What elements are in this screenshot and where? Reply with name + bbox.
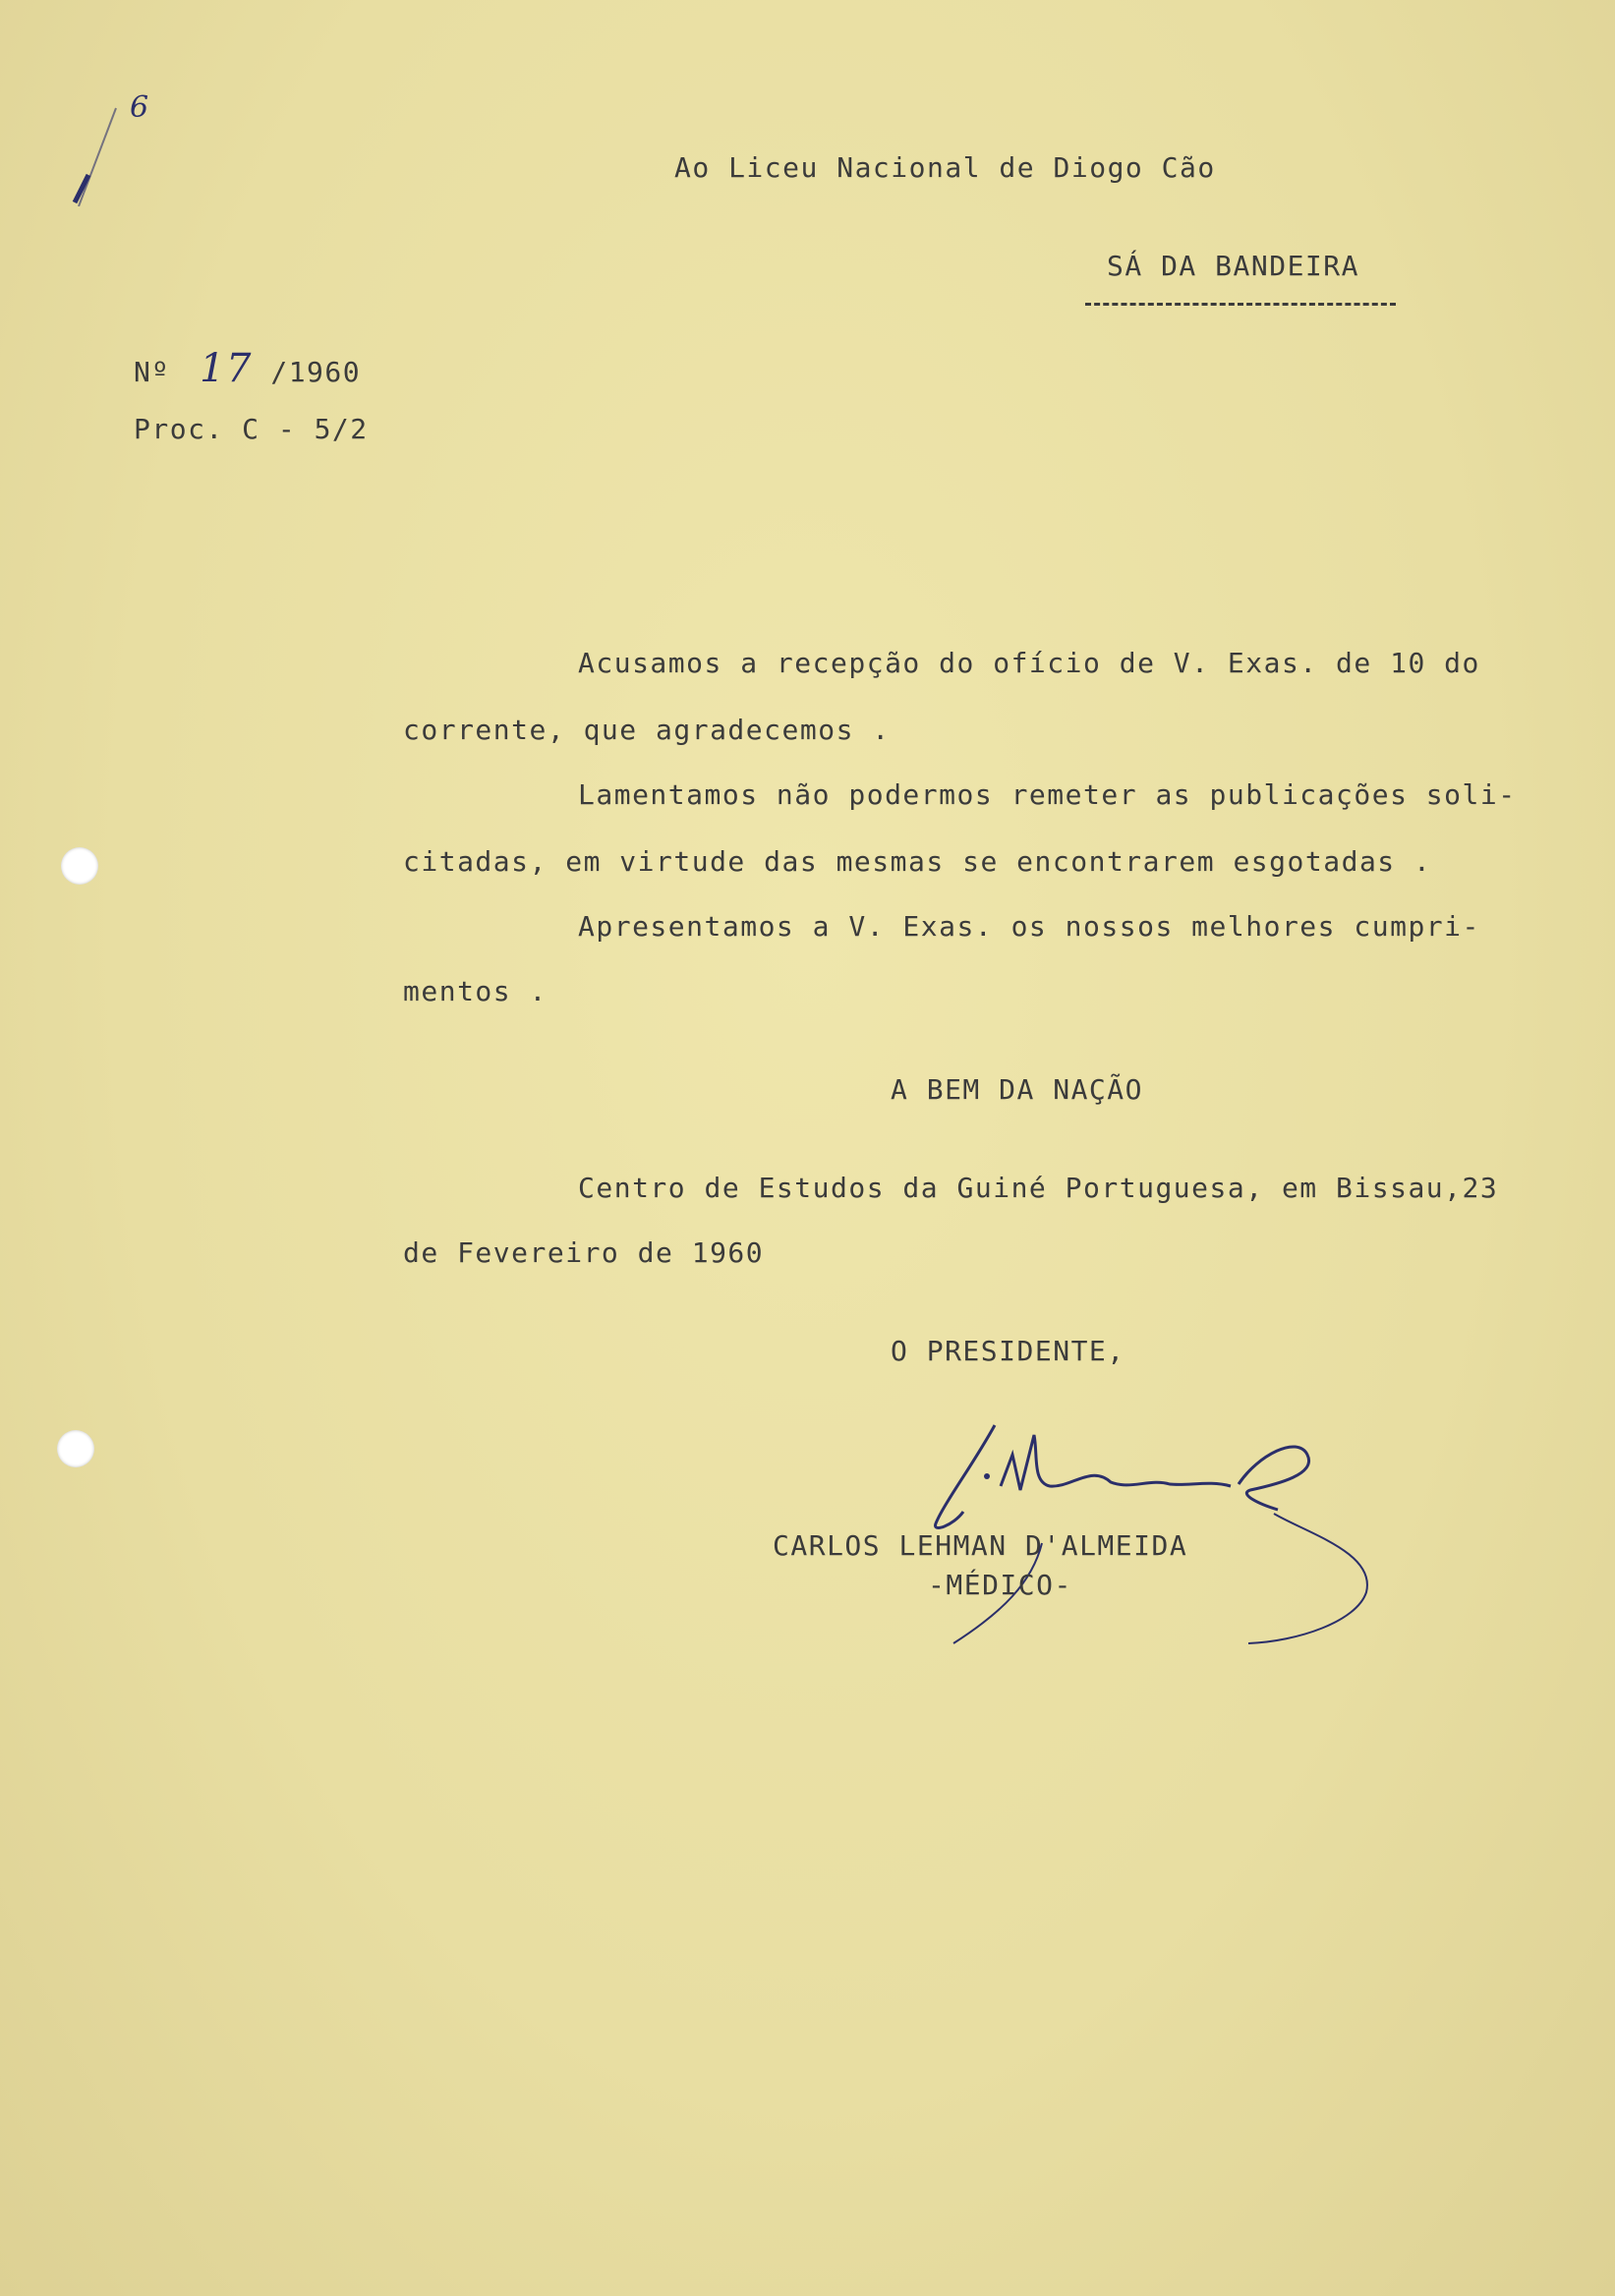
punch-hole-bottom bbox=[57, 1430, 94, 1467]
reference-number-suffix: /1960 bbox=[270, 356, 362, 388]
reference-number-prefix: Nº bbox=[134, 356, 170, 388]
margin-pen-stroke bbox=[59, 69, 138, 206]
addressee: Ao Liceu Nacional de Diogo Cão bbox=[674, 151, 1216, 184]
signatory-title: -MÉDICO- bbox=[928, 1569, 1072, 1601]
location-underline bbox=[1085, 303, 1396, 306]
body-line-6: mentos . bbox=[403, 975, 548, 1007]
body-line-5: Apresentamos a V. Exas. os nossos melhores cumpri- bbox=[578, 910, 1480, 943]
margin-note: 6 bbox=[130, 90, 149, 125]
body-line-4: citadas, em virtude das mesmas se encontrarem esgotadas . bbox=[403, 845, 1432, 878]
reference-number-handwritten: 17 bbox=[200, 346, 253, 391]
location: SÁ DA BANDEIRA bbox=[1107, 250, 1360, 282]
body-line-2: corrente, que agradecemos . bbox=[403, 714, 891, 746]
motto: A BEM DA NAÇÃO bbox=[891, 1073, 1144, 1106]
reference-number bbox=[134, 346, 361, 391]
punch-hole-top bbox=[61, 847, 98, 885]
process-reference: Proc. C - 5/2 bbox=[134, 413, 369, 445]
signature bbox=[885, 1396, 1396, 1651]
place-date-line-2: de Fevereiro de 1960 bbox=[403, 1236, 765, 1269]
body-line-3: Lamentamos não podermos remeter as publicações soli- bbox=[578, 778, 1517, 811]
signatory-name: CARLOS LEHMAN D'ALMEIDA bbox=[773, 1529, 1188, 1562]
place-date-line-1: Centro de Estudos da Guiné Portuguesa, em Bissau,23 bbox=[578, 1172, 1499, 1204]
closing: O PRESIDENTE, bbox=[891, 1335, 1125, 1367]
body-line-1: Acusamos a recepção do ofício de V. Exas. de 10 do bbox=[578, 647, 1480, 679]
